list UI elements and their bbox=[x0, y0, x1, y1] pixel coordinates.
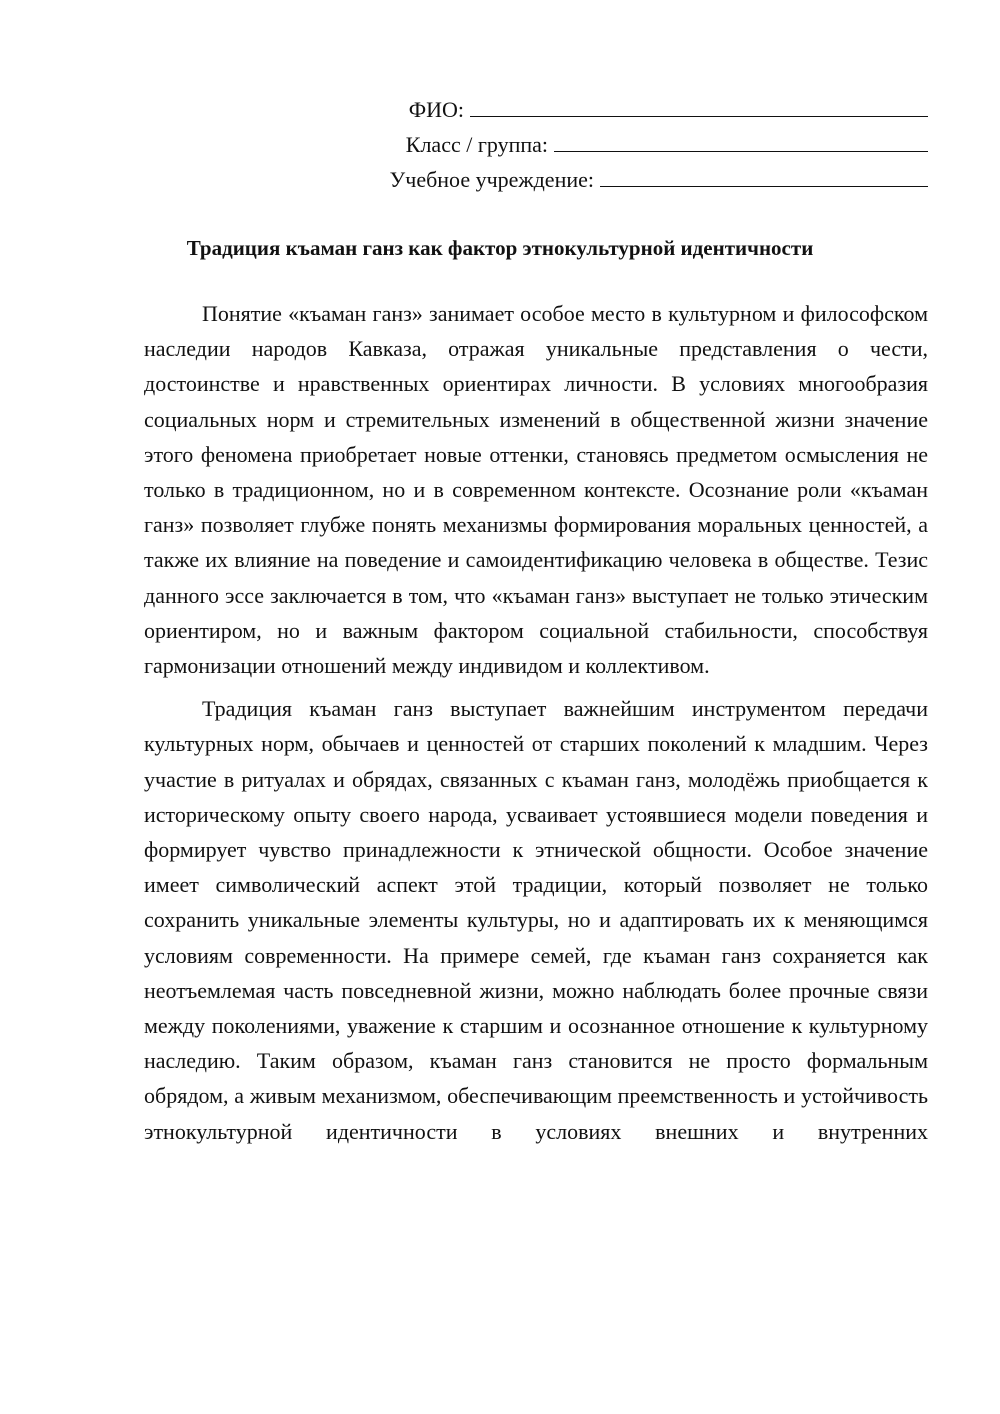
paragraph-2: Традиция къаман ганз выступает важнейшим инструментом передачи культурных норм, обычаев и ценностей от старших поколений к младшим. Через участие в ритуалах и обрядах, связанных с къаман ганз, молодёжь приобщается к историческому опыту своего народа, усваивает устоявшиеся модели поведения и формирует чувство принадлежности к этнической общности. Особое значение имеет символический аспект этой традиции, который позволяет не только сохранить уникальные элементы культуры, но и адаптировать их к меняющимся условиям современности. На примере семей, где къаман ганз сохраняется как неотъемлемая часть повседневной жизни, можно наблюдать более прочные связи между поколениями, уважение к старшим и осознанное отношение к культурному наследию. Таким образом, къаман ганз становится не просто формальным обрядом, а живым механизмом, обеспечивающим преемственность и устойчивость этнокультурной идентичности в условиях внешних и внутренних bbox=[144, 696, 928, 1144]
field-class-label: Класс / группа: bbox=[405, 132, 548, 157]
paragraph-1: Понятие «къаман ганз» занимает особое место в культурном и философском наследии народов Кавказа, отражая уникальные представления о чести, достоинстве и нравственных ориентирах личности. В условиях многообразия социальных норм и стремительных изменений в общественной жизни значение этого феномена приобретает новые оттенки, становясь предметом осмысления не только в традиционном, но и в современном контексте. Осознание роли «къаман ганз» позволяет глубже понять механизмы формирования моральных ценностей, а также их влияние на поведение и самоидентификацию человека в обществе. Тезис данного эссе заключается в том, что «къаман ганз» выступает не только этическим ориентиром, но и важным фактором социальной стабильности, способствуя гармонизации отношений между индивидом и коллективом. bbox=[144, 301, 928, 679]
essay-body bbox=[144, 296, 928, 1157]
field-fio bbox=[288, 92, 928, 127]
field-fio-line bbox=[470, 98, 928, 117]
field-institution-line bbox=[600, 168, 928, 187]
essay-title: Традиция къаман ганз как фактор этнокультурной идентичности bbox=[186, 236, 814, 260]
student-info-header bbox=[288, 92, 928, 197]
field-class bbox=[288, 127, 928, 162]
field-institution-label: Учебное учреждение: bbox=[389, 167, 594, 192]
field-fio-label: ФИО: bbox=[408, 97, 464, 122]
field-class-line bbox=[554, 133, 928, 152]
field-institution bbox=[288, 162, 928, 197]
